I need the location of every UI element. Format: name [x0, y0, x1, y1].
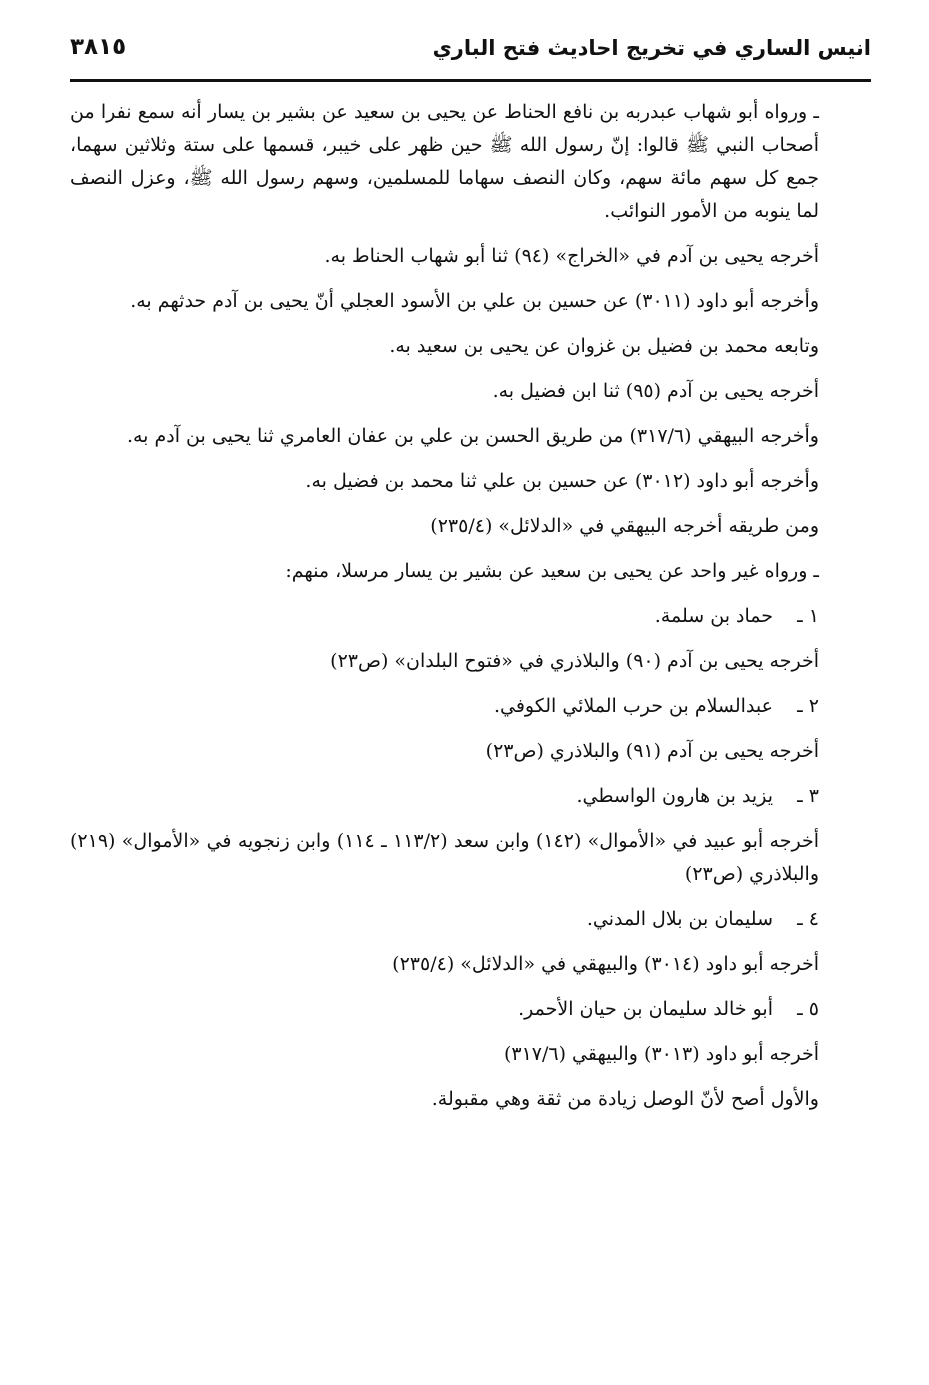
- narrator-name: حماد بن سلمة.: [654, 605, 773, 627]
- list-item-number: ٥ ـ: [797, 998, 819, 1020]
- list-item: [70, 780, 849, 903]
- list-item-number: ١ ـ: [797, 605, 819, 627]
- list-item-number: ٣ ـ: [797, 785, 819, 807]
- narrator-name: يزيد بن هارون الواسطي.: [576, 785, 773, 807]
- narrator-name: أبو خالد سليمان بن حيان الأحمر.: [518, 998, 773, 1020]
- book-title: انيس الساري في تخريج احاديث فتح الباري: [432, 36, 871, 60]
- narrator-list: [70, 600, 849, 1083]
- page-header: [70, 30, 871, 74]
- narrator-source: أخرجه يحيى بن آدم (٩٠) والبلاذري في «فتوح البلدان» (ص٢٣): [330, 650, 819, 672]
- list-item: [70, 690, 849, 780]
- paragraph-narration: ـ ورواه أبو شهاب عبدربه بن نافع الحناط عن يحيى بن سعيد عن بشير بن يسار أنه سمع نفرا من أصحاب النبي ﷺ قالوا: إنّ رسول الله ﷺ حين ظهر على خيبر، قسمها على ستة وثلاثين سهما، جمع كل سهم مائة سهم، وكان النصف سهاما للمسلمين، وسهم رسول الله ﷺ، وعزل النصف لما ينوبه من الأمور النوائب.: [70, 101, 819, 222]
- narrator-name: عبدالسلام بن حرب الملائي الكوفي.: [493, 695, 773, 717]
- paragraph-source: وتابعه محمد بن فضيل بن غزوان عن يحيى بن سعيد به.: [389, 335, 819, 357]
- paragraph-source: أخرجه يحيى بن آدم (٩٥) ثنا ابن فضيل به.: [492, 380, 819, 402]
- narrator-source: أخرجه يحيى بن آدم (٩١) والبلاذري (ص٢٣): [485, 740, 819, 762]
- list-item: [70, 993, 849, 1083]
- narrator-name: سليمان بن بلال المدني.: [586, 908, 773, 930]
- page-number: ٣٨١٥: [70, 34, 127, 60]
- narrator-source: أخرجه أبو داود (٣٠١٤) والبيهقي في «الدلائل» (٢٣٥/٤): [392, 953, 819, 975]
- paragraph-source: وأخرجه البيهقي (٣١٧/٦) من طريق الحسن بن علي بن عفان العامري ثنا يحيى بن آدم به.: [126, 425, 819, 447]
- paragraph-source: وأخرجه أبو داود (٣٠١١) عن حسين بن علي بن الأسود العجلي أنّ يحيى بن آدم حدثهم به.: [130, 290, 819, 312]
- paragraph-source: أخرجه يحيى بن آدم في «الخراج» (٩٤) ثنا أبو شهاب الحناط به.: [324, 245, 819, 267]
- narrator-source: أخرجه أبو عبيد في «الأموال» (١٤٢) وابن سعد (١١٣/٢ ـ ١١٤) وابن زنجويه في «الأموال» (٢١٩) والبلاذري (ص٢٣): [70, 830, 819, 885]
- list-item: [70, 600, 849, 690]
- header-rule: [70, 79, 871, 82]
- conclusion: والأول أصح لأنّ الوصل زيادة من ثقة وهي مقبولة.: [431, 1088, 819, 1110]
- paragraph-source: وأخرجه أبو داود (٣٠١٢) عن حسين بن علي ثنا محمد بن فضيل به.: [305, 470, 819, 492]
- page-body: [70, 96, 849, 1116]
- narrator-source: أخرجه أبو داود (٣٠١٣) والبيهقي (٣١٧/٦): [503, 1043, 819, 1065]
- list-item: [70, 903, 849, 993]
- list-item-number: ٢ ـ: [797, 695, 819, 717]
- list-item-number: ٤ ـ: [797, 908, 819, 930]
- paragraph-intro-list: ـ ورواه غير واحد عن يحيى بن سعيد عن بشير بن يسار مرسلا، منهم:: [285, 560, 819, 582]
- paragraph-source: ومن طريقه أخرجه البيهقي في «الدلائل» (٢٣٥/٤): [430, 515, 819, 537]
